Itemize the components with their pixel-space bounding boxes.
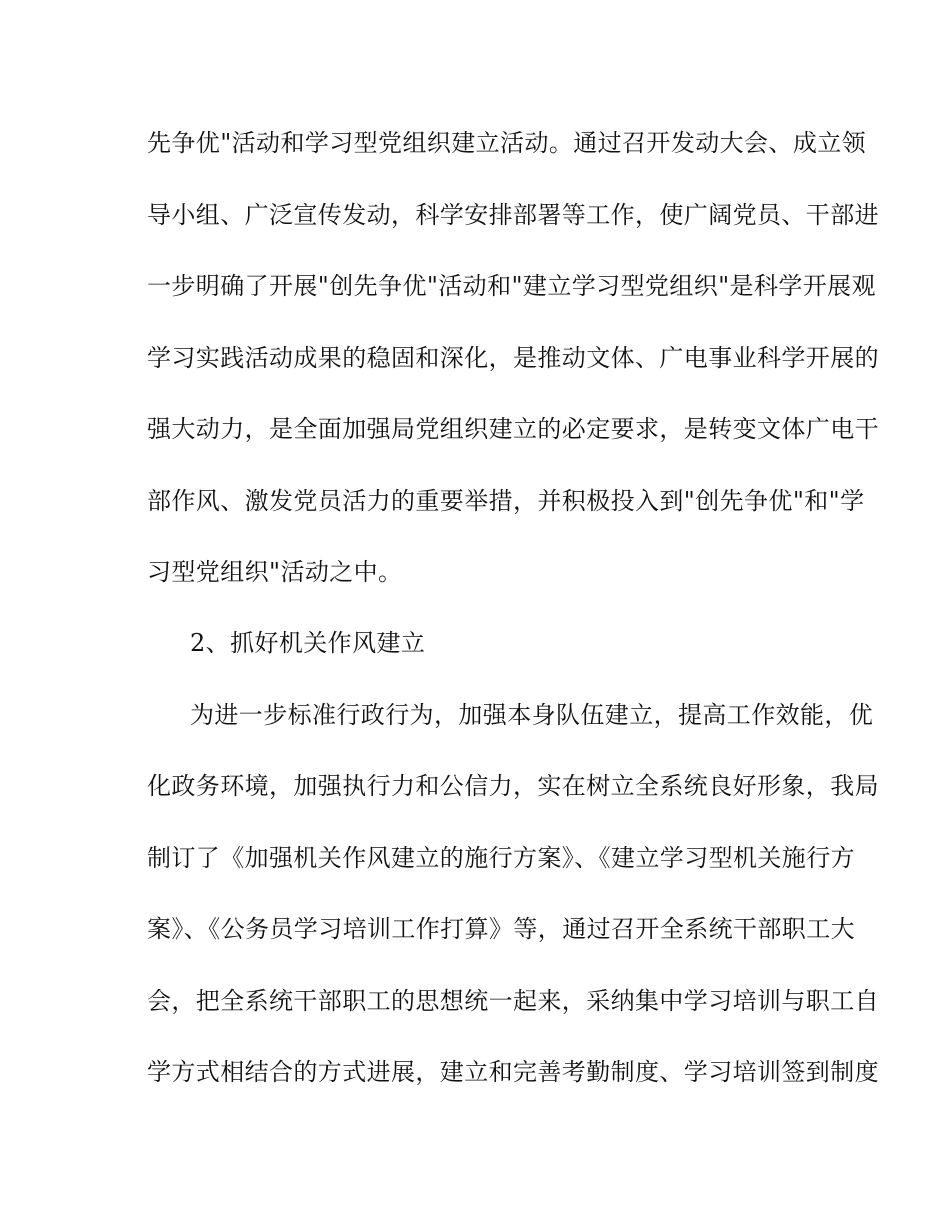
text-line: 一步明确了开展"创先争优"活动和"建立学习型党组织"是科学开展观 (147, 272, 876, 300)
text-line: 学方式相结合的方式进展，建立和完善考勤制度、学习培训签到制度 (147, 1058, 879, 1086)
text-line: 学习实践活动成果的稳固和深化，是推动文体、广电事业科学开展的 (147, 344, 879, 372)
text-line: 部作风、激发党员活力的重要举措，并积极投入到"创先争优"和"学 (147, 487, 865, 515)
text-line: 案》、《公务员学习培训工作打算》等，通过召开全系统干部职工大 (147, 915, 855, 943)
text-line: 为进一步标准行政行为，加强本身队伍建立，提高工作效能，优 (190, 701, 874, 729)
section-heading: 2、抓好机关作风建立 (190, 629, 426, 657)
text-line: 习型党组织"活动之中。 (147, 558, 403, 586)
text-line: 导小组、广泛宣传发动，科学安排部署等工作，使广阔党员、干部进 (147, 201, 879, 229)
text-line: 制订了《加强机关作风建立的施行方案》、《建立学习型机关施行方 (147, 844, 855, 872)
text-line: 会，把全系统干部职工的思想统一起来，采纳集中学习培训与职工自 (147, 987, 879, 1015)
text-line: 强大动力，是全面加强局党组织建立的必定要求，是转变文体广电干 (147, 415, 879, 443)
text-line: 先争优"活动和学习型党组织建立活动。通过召开发动大会、成立领 (147, 129, 867, 157)
text-line: 化政务环境，加强执行力和公信力，实在树立全系统良好形象，我局 (147, 772, 879, 800)
